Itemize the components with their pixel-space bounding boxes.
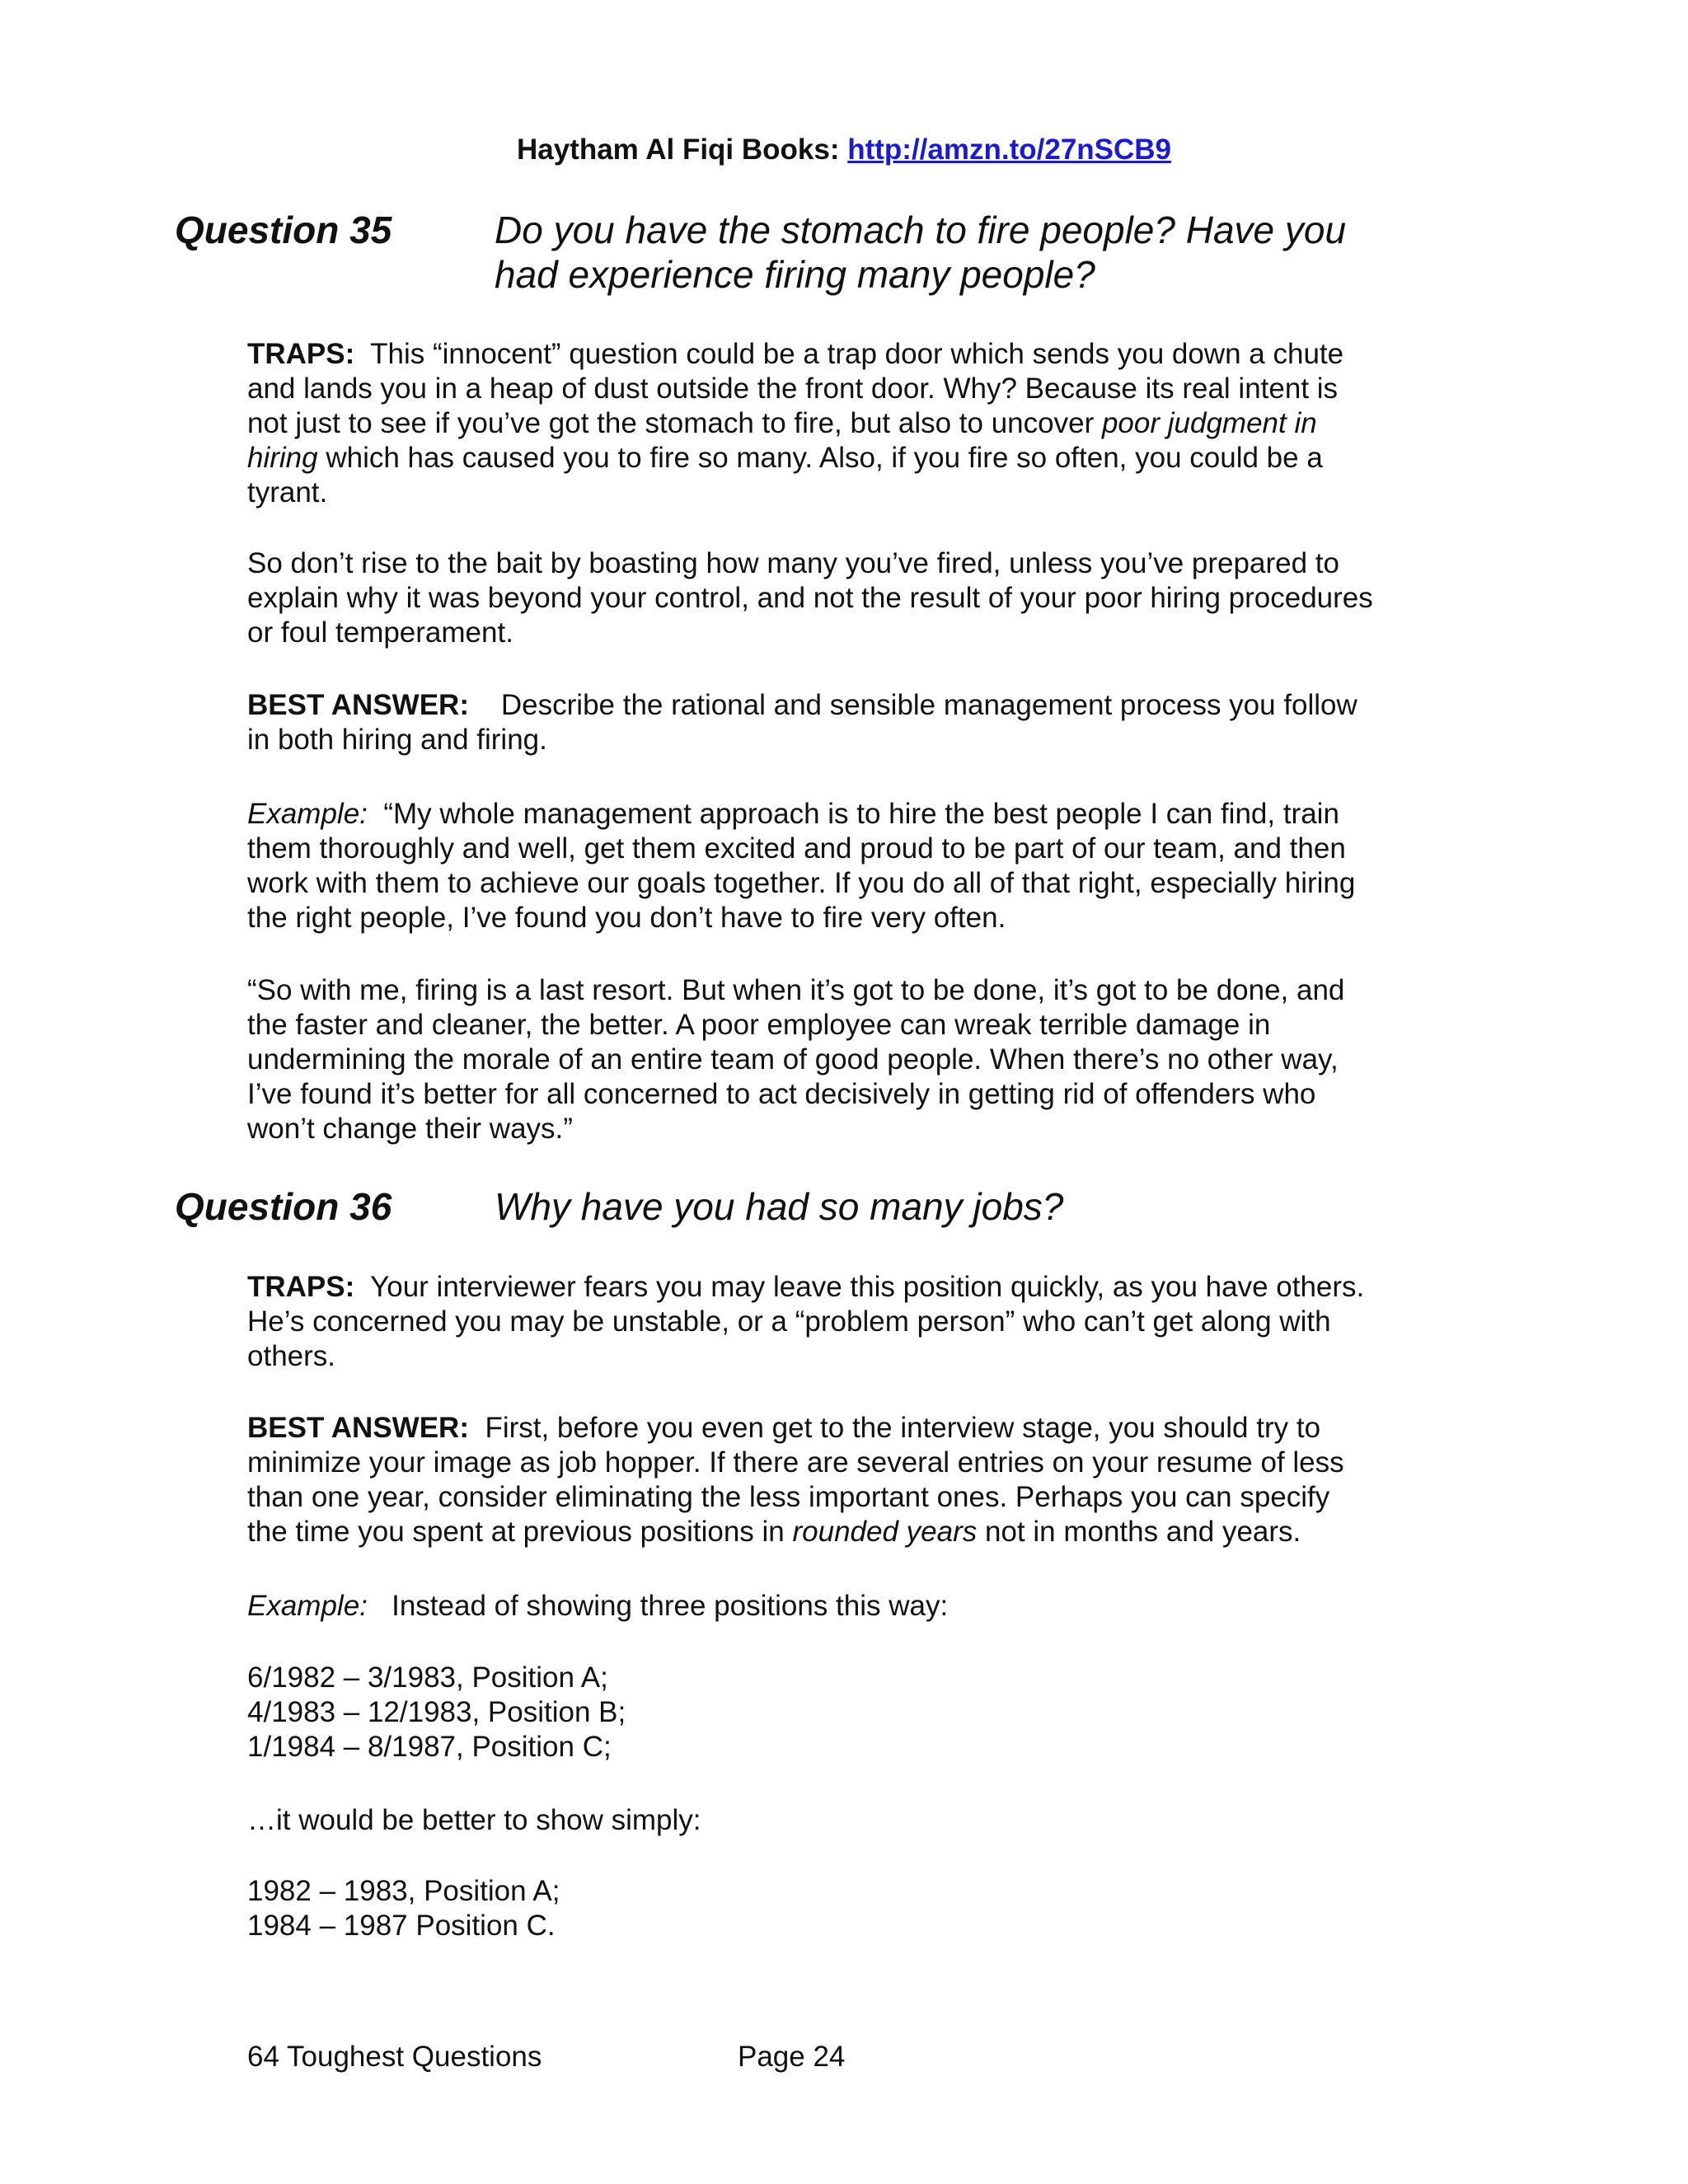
example-label: Example: <box>247 798 368 830</box>
quote-paragraph: “So with me, firing is a last resort. But when it’s got to be done, it’s got to be done, and the faster and cleaner, the better. A poor employee can wreak terrible damage in undermining the morale of an entire team of good people. When there’s no other way, I’ve found it’s better for all concerned to act decisively in getting rid of offenders who won’t change their ways.” <box>247 974 1345 1145</box>
example-paragraph: Example: “My whole management approach is to hire the best people I can find, train them thoroughly and well, get them excited and proud to be part of our team, and then work with them to achieve our goals together. If you do all of that right, especially hiring the right people, I’ve found you don’t have to fire very often. <box>247 798 1356 934</box>
positions-detailed-list <box>247 1661 1442 1765</box>
footer-page-number: Page 24 <box>738 2041 846 2073</box>
question-text-line: had experience firing many people? <box>495 253 1095 296</box>
question-number: Question 36 <box>175 1185 392 1228</box>
example-label: Example: <box>247 1590 368 1622</box>
better-paragraph: …it would be better to show simply: <box>247 1804 701 1836</box>
list-item: 4/1983 – 12/1983, Position B; <box>247 1696 626 1728</box>
positions-simple-list <box>247 1874 1442 1943</box>
question-text-line: Do you have the stomach to fire people? Have you <box>495 209 1347 251</box>
list-item: 1982 – 1983, Position A; <box>247 1875 560 1907</box>
best-answer-paragraph: BEST ANSWER: First, before you even get to the interview stage, you should try to minimize your image as job hopper. If there are several entries on your resume of less than one year, consider eliminating the less important ones. Perhaps you can specify the time you spent at previous positions in rounded years not in months and years. <box>247 1412 1344 1548</box>
question-text <box>495 1184 1591 1229</box>
traps-label: TRAPS: <box>247 1271 355 1303</box>
question-number: Question 35 <box>175 209 392 251</box>
traps-label: TRAPS: <box>247 338 355 370</box>
list-item: 1/1984 – 8/1987, Position C; <box>247 1731 612 1763</box>
bait-paragraph: So don’t rise to the bait by boasting how many you’ve fired, unless you’ve prepared to explain why it was beyond your control, and not the result of your poor hiring procedures or foul temperament. <box>247 547 1373 649</box>
traps-paragraph: TRAPS: This “innocent” question could be a trap door which sends you down a chute and lands you in a heap of dust outside the front door. Why? Because its real intent is not just to see if you’ve got the stomach to fire, but also to uncover poor judgment in hiring which has caused you to fire so many. Also, if you fire so often, you could be a tyrant. <box>247 338 1344 509</box>
list-item: 6/1982 – 3/1983, Position A; <box>247 1661 608 1694</box>
best-answer-paragraph: BEST ANSWER: Describe the rational and sensible management process you follow in both hiring and firing. <box>247 689 1357 756</box>
best-answer-label: BEST ANSWER: <box>247 1412 469 1444</box>
traps-paragraph: TRAPS: Your interviewer fears you may leave this position quickly, as you have others. He’s concerned you may be unstable, or a “problem person” who can’t get along with others. <box>247 1271 1365 1372</box>
list-item: 1984 – 1987 Position C. <box>247 1910 556 1942</box>
header-label: Haytham Al Fiqi Books: <box>516 134 840 166</box>
question-text <box>495 208 1591 297</box>
example-paragraph: Example: Instead of showing three positions this way: <box>247 1590 949 1622</box>
page-header <box>0 132 1688 168</box>
best-answer-label: BEST ANSWER: <box>247 689 469 721</box>
footer-book-title: 64 Toughest Questions <box>247 2041 542 2073</box>
question-text-line: Why have you had so many jobs? <box>495 1185 1064 1228</box>
header-link[interactable]: http://amzn.to/27nSCB9 <box>847 134 1172 166</box>
